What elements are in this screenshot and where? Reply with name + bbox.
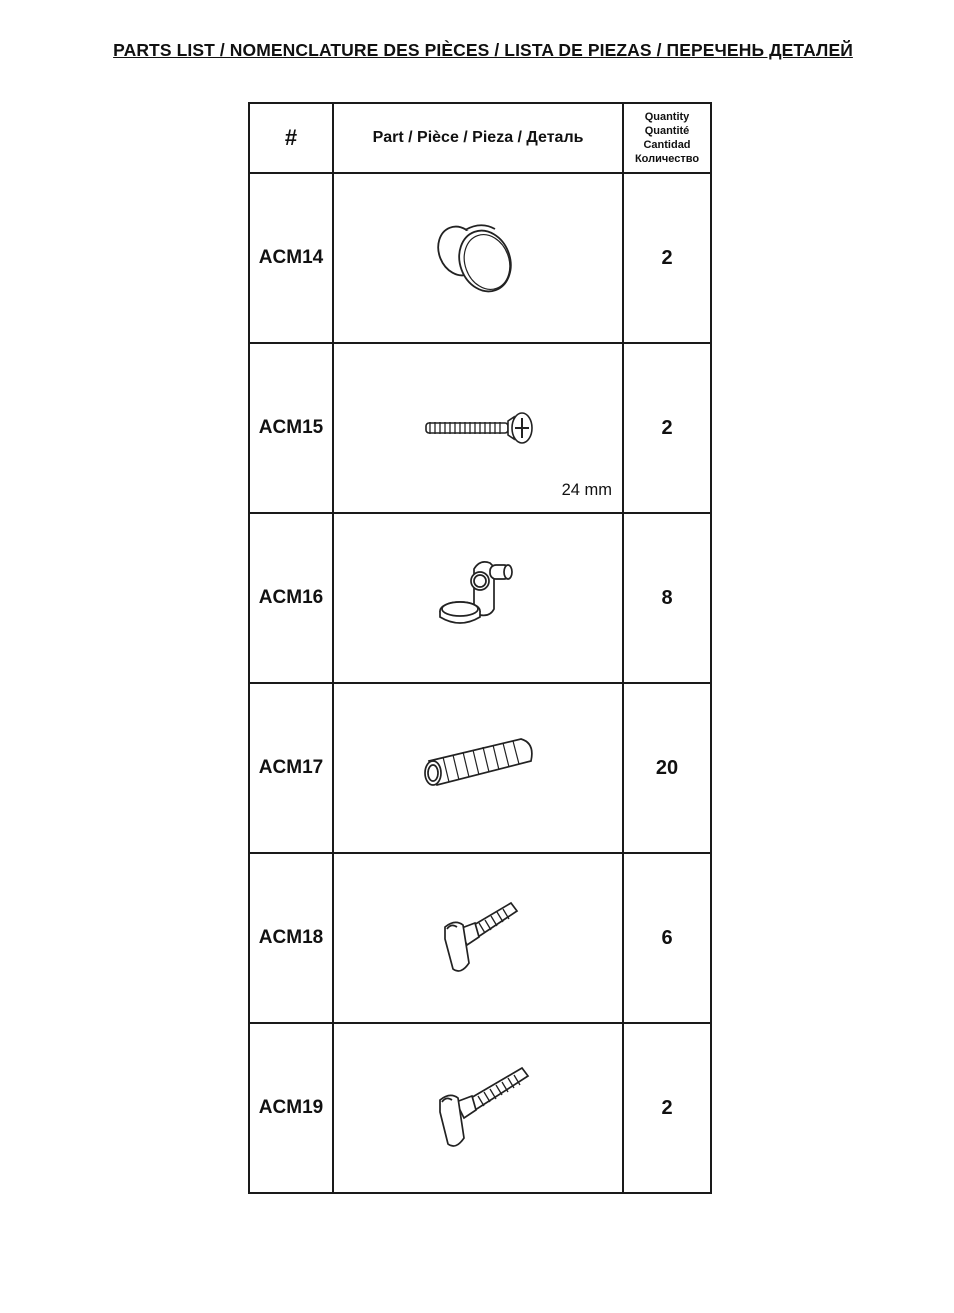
part-image-cell	[333, 343, 623, 513]
knob-icon	[423, 213, 533, 303]
table-row	[249, 683, 711, 853]
part-id: ACM16	[249, 513, 333, 683]
part-id: ACM18	[249, 853, 333, 1023]
part-image-cell	[333, 513, 623, 683]
part-column-header: Part / Pièce / Pieza / Деталь	[333, 103, 623, 173]
quantity-label-en: Quantity	[644, 111, 690, 123]
part-image-cell	[333, 1023, 623, 1193]
table-header-row	[249, 103, 711, 173]
dowel-icon	[413, 733, 543, 803]
thumb-screw-icon	[423, 893, 533, 983]
part-quantity: 8	[623, 513, 711, 683]
quantity-label-fr: Quantité	[644, 125, 690, 137]
quantity-label-es: Cantidad	[643, 139, 691, 151]
part-image-cell	[333, 853, 623, 1023]
part-quantity: 2	[623, 343, 711, 513]
number-column-header: #	[249, 103, 333, 173]
quantity-label-ru: Количество	[634, 153, 700, 165]
long-thumb-screw-icon	[418, 1058, 538, 1158]
shelf-support-icon	[428, 553, 528, 643]
part-quantity: 6	[623, 853, 711, 1023]
part-quantity: 20	[623, 683, 711, 853]
part-id: ACM19	[249, 1023, 333, 1193]
part-id: ACM17	[249, 683, 333, 853]
part-image-cell	[333, 683, 623, 853]
quantity-column-header	[623, 103, 711, 173]
part-image-cell	[333, 173, 623, 343]
table-row	[249, 853, 711, 1023]
part-quantity: 2	[623, 1023, 711, 1193]
table-row	[249, 513, 711, 683]
part-size-label: 24 mm	[561, 481, 612, 499]
part-id: ACM15	[249, 343, 333, 513]
table-row	[249, 173, 711, 343]
table-row	[249, 1023, 711, 1193]
table-row	[249, 343, 711, 513]
part-quantity: 2	[623, 173, 711, 343]
page-title: PARTS LIST / NOMENCLATURE DES PIÈCES / LISTA DE PIEZAS / ПЕРЕЧЕНЬ ДЕТАЛЕЙ	[113, 40, 853, 60]
part-id: ACM14	[249, 173, 333, 343]
parts-table	[248, 102, 712, 1194]
screw-icon	[418, 408, 538, 448]
